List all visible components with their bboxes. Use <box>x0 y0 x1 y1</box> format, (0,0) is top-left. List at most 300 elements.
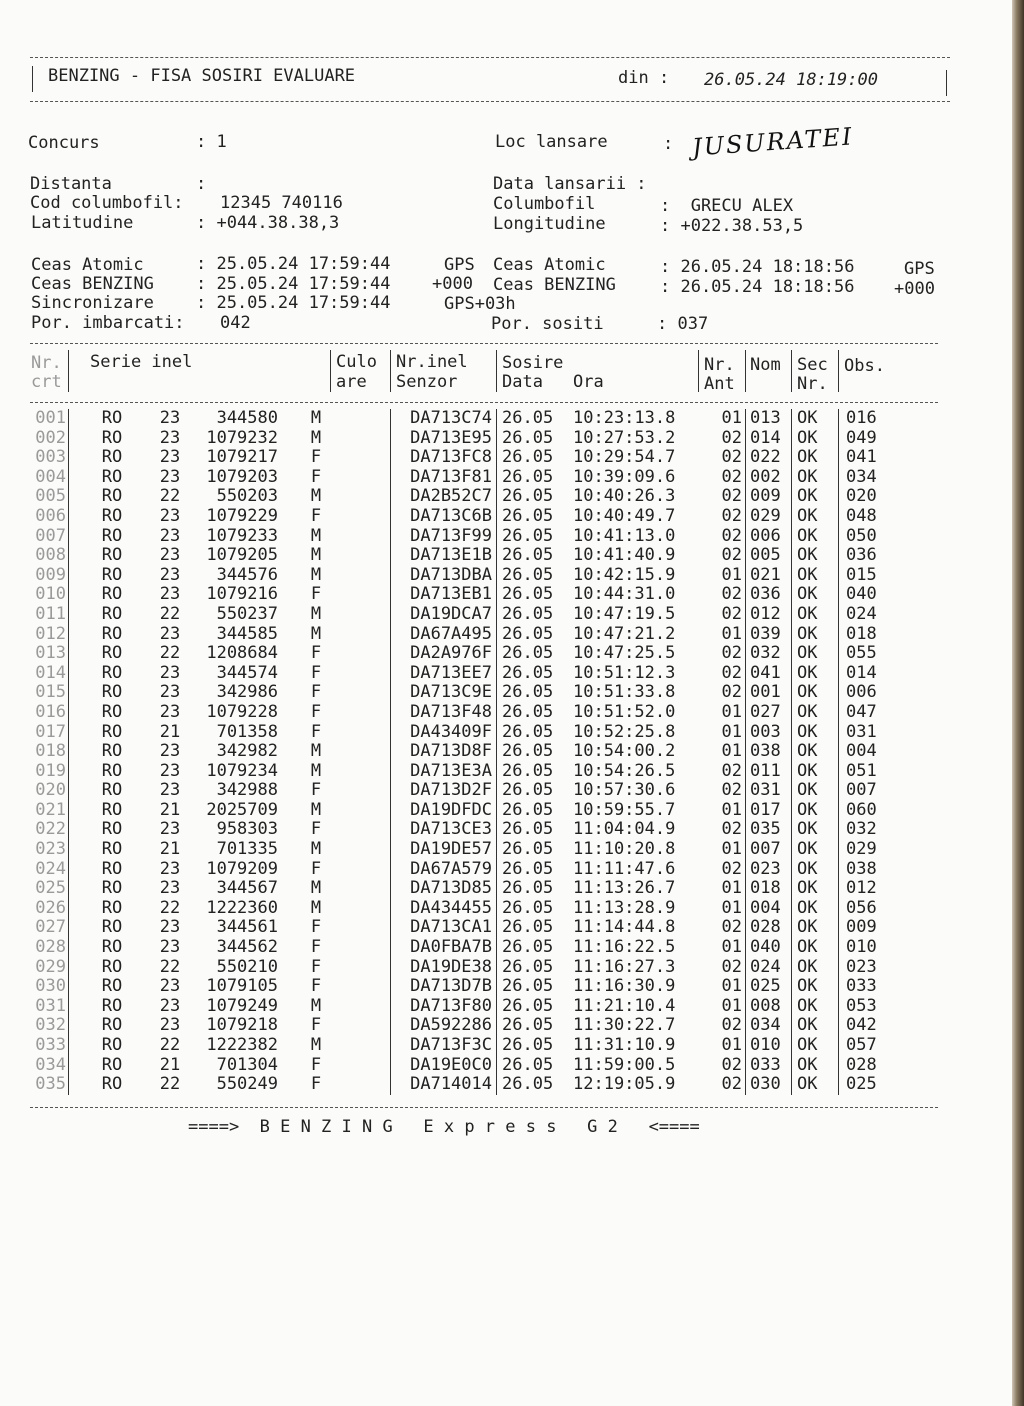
divider <box>838 429 839 449</box>
row-ant: 02 <box>721 584 742 605</box>
row-sec: OK <box>797 584 818 605</box>
row-time: 10:51:12.3 <box>573 662 676 683</box>
row-ring: 701335 <box>216 839 278 860</box>
row-nr: 005 <box>35 486 66 507</box>
row-date: 26.05 <box>502 584 554 605</box>
divider <box>791 644 792 664</box>
divider <box>68 742 69 762</box>
col-inel-header: Nr.inel <box>396 352 468 372</box>
row-time: 11:16:27.3 <box>573 956 676 977</box>
row-nr: 010 <box>35 584 66 605</box>
row-sex: F <box>310 1015 322 1036</box>
sincronizare-suffix: GPS+03h <box>444 294 516 314</box>
divider <box>791 1016 792 1036</box>
latitudine-label: Latitudine <box>31 213 134 233</box>
divider <box>791 977 792 997</box>
divider <box>390 997 391 1017</box>
divider <box>838 566 839 586</box>
col-culoare-header: Culo <box>336 352 377 372</box>
divider <box>745 997 746 1017</box>
divider <box>745 801 746 821</box>
divider <box>745 507 746 527</box>
row-country: RO <box>101 584 123 605</box>
row-nr: 015 <box>35 682 66 703</box>
row-nom: 005 <box>750 545 781 566</box>
divider <box>745 468 746 488</box>
divider <box>68 350 69 392</box>
divider <box>745 546 746 566</box>
row-sensor: DA592286 <box>410 1015 492 1036</box>
row-sex: F <box>310 662 322 683</box>
row-ring: 1079234 <box>206 760 278 781</box>
row-ant: 02 <box>721 858 742 879</box>
ceas-atomic-end-value: : 26.05.24 18:18:56 <box>660 257 855 277</box>
row-country: RO <box>101 839 123 860</box>
divider <box>390 781 391 801</box>
row-obs: 051 <box>846 760 877 781</box>
row-country: RO <box>101 1035 123 1055</box>
row-sensor: DA713D2F <box>410 780 492 801</box>
row-year: 23 <box>159 995 181 1016</box>
row-sex: M <box>310 741 322 762</box>
row-date: 26.05 <box>502 897 554 918</box>
row-sex: F <box>310 956 322 977</box>
divider <box>838 860 839 880</box>
divider <box>68 1075 69 1095</box>
row-ring: 550249 <box>216 1074 278 1095</box>
row-obs: 024 <box>846 603 877 624</box>
divider <box>745 820 746 840</box>
row-nr: 003 <box>35 447 66 468</box>
row-year: 22 <box>159 956 181 977</box>
row-country: RO <box>101 721 123 742</box>
divider <box>68 644 69 664</box>
row-ring: 1208684 <box>206 643 278 664</box>
row-sensor: DA2B52C7 <box>410 486 492 507</box>
divider <box>791 625 792 645</box>
row-obs: 036 <box>846 545 877 566</box>
row-year: 23 <box>159 545 181 566</box>
table-row <box>0 899 1012 919</box>
row-year: 21 <box>159 1054 181 1075</box>
row-country: RO <box>101 780 123 801</box>
row-sensor: DA713F99 <box>410 525 492 546</box>
row-obs: 038 <box>846 858 877 879</box>
table-row <box>0 429 1012 449</box>
divider <box>68 723 69 743</box>
row-nr: 030 <box>35 976 66 997</box>
table-row <box>0 938 1012 958</box>
row-sec: OK <box>797 799 818 820</box>
row-sensor: DA19DFDC <box>410 799 492 820</box>
divider <box>838 1036 839 1056</box>
divider <box>791 899 792 919</box>
row-sec: OK <box>797 1074 818 1095</box>
row-sensor: DA19E0C0 <box>410 1054 492 1075</box>
divider <box>496 429 497 449</box>
row-nom: 021 <box>750 564 781 585</box>
row-time: 10:41:40.9 <box>573 545 676 566</box>
row-time: 10:44:31.0 <box>573 584 676 605</box>
divider <box>496 507 497 527</box>
row-nr: 027 <box>35 917 66 938</box>
row-ring: 1079209 <box>206 858 278 879</box>
row-year: 22 <box>159 643 181 664</box>
report-title: BENZING - FISA SOSIRI EVALUARE <box>48 66 356 86</box>
row-sensor: DA19DE57 <box>410 839 492 860</box>
row-sex: F <box>310 976 322 997</box>
divider <box>838 605 839 625</box>
divider <box>838 997 839 1017</box>
divider <box>68 801 69 821</box>
divider <box>791 448 792 468</box>
row-sex: M <box>310 839 322 860</box>
row-time: 12:19:05.9 <box>573 1074 676 1095</box>
row-country: RO <box>101 878 123 899</box>
row-sec: OK <box>797 1035 818 1055</box>
divider <box>390 409 391 429</box>
row-obs: 042 <box>846 1015 877 1036</box>
divider <box>496 958 497 978</box>
row-sex: M <box>310 799 322 820</box>
row-date: 26.05 <box>502 701 554 722</box>
table-row <box>0 546 1012 566</box>
divider <box>496 585 497 605</box>
row-ant: 02 <box>721 760 742 781</box>
row-year: 22 <box>159 1035 181 1055</box>
row-ring: 1079105 <box>206 976 278 997</box>
row-sensor: DA713FC8 <box>410 447 492 468</box>
divider <box>68 664 69 684</box>
divider <box>745 977 746 997</box>
divider <box>390 820 391 840</box>
divider <box>791 918 792 938</box>
row-ring: 344574 <box>216 662 278 683</box>
col-ora-header: Ora <box>573 372 604 392</box>
row-sec: OK <box>797 682 818 703</box>
divider <box>791 683 792 703</box>
row-nr: 022 <box>35 819 66 840</box>
divider <box>838 350 839 392</box>
divider <box>745 742 746 762</box>
row-sex: F <box>310 466 322 487</box>
ceas-benzing-end-suffix: +000 <box>894 279 935 299</box>
divider <box>791 703 792 723</box>
row-country: RO <box>101 466 123 487</box>
row-year: 23 <box>159 662 181 683</box>
table-row <box>0 605 1012 625</box>
row-nom: 025 <box>750 976 781 997</box>
divider <box>838 801 839 821</box>
divider <box>496 664 497 684</box>
divider <box>838 958 839 978</box>
row-country: RO <box>101 995 123 1016</box>
ceas-benzing-end-value: : 26.05.24 18:18:56 <box>660 277 855 297</box>
table-row <box>0 997 1012 1017</box>
row-obs: 009 <box>846 917 877 938</box>
distanta-label: Distanta <box>30 174 112 194</box>
table-row <box>0 664 1012 684</box>
row-obs: 034 <box>846 466 877 487</box>
row-date: 26.05 <box>502 1054 554 1075</box>
row-sex: M <box>310 486 322 507</box>
row-sensor: DA713C74 <box>410 408 492 428</box>
row-nr: 031 <box>35 995 66 1016</box>
divider <box>496 625 497 645</box>
row-nom: 012 <box>750 603 781 624</box>
row-ant: 02 <box>721 819 742 840</box>
divider <box>745 1036 746 1056</box>
divider <box>30 101 950 102</box>
row-sex: M <box>310 564 322 585</box>
divider <box>68 840 69 860</box>
divider <box>496 899 497 919</box>
table-row <box>0 820 1012 840</box>
cod-columbofil-value: 12345 740116 <box>220 193 343 213</box>
divider <box>68 429 69 449</box>
row-nr: 004 <box>35 466 66 487</box>
table-surface-edge <box>1012 0 1024 1406</box>
row-year: 23 <box>159 858 181 879</box>
row-date: 26.05 <box>502 486 554 507</box>
row-ant: 01 <box>721 897 742 918</box>
divider <box>838 840 839 860</box>
divider <box>390 723 391 743</box>
row-nom: 038 <box>750 741 781 762</box>
divider <box>791 1056 792 1076</box>
table-row <box>0 1056 1012 1076</box>
longitudine-value: : +022.38.53,5 <box>660 216 804 236</box>
row-obs: 056 <box>846 897 877 918</box>
row-time: 11:21:10.4 <box>573 995 676 1016</box>
divider <box>496 840 497 860</box>
row-year: 23 <box>159 447 181 468</box>
row-year: 22 <box>159 486 181 507</box>
concurs-value: : 1 <box>196 132 227 152</box>
row-ant: 02 <box>721 525 742 546</box>
row-nom: 031 <box>750 780 781 801</box>
row-sex: M <box>310 545 322 566</box>
divider <box>838 781 839 801</box>
row-year: 21 <box>159 839 181 860</box>
row-obs: 023 <box>846 956 877 977</box>
row-ant: 01 <box>721 799 742 820</box>
divider <box>68 703 69 723</box>
divider <box>791 1036 792 1056</box>
row-sensor: DA713F81 <box>410 466 492 487</box>
row-date: 26.05 <box>502 839 554 860</box>
col-culoare-header-2: are <box>336 372 367 392</box>
row-date: 26.05 <box>502 682 554 703</box>
divider <box>698 350 699 392</box>
row-date: 26.05 <box>502 603 554 624</box>
row-ring: 1079205 <box>206 545 278 566</box>
row-nom: 029 <box>750 505 781 526</box>
row-country: RO <box>101 741 123 762</box>
row-time: 11:10:20.8 <box>573 839 676 860</box>
row-nr: 017 <box>35 721 66 742</box>
row-nr: 028 <box>35 937 66 958</box>
divider <box>745 938 746 958</box>
row-year: 22 <box>159 603 181 624</box>
row-ant: 01 <box>721 937 742 958</box>
row-nom: 007 <box>750 839 781 860</box>
row-year: 23 <box>159 584 181 605</box>
row-nr: 029 <box>35 956 66 977</box>
divider <box>68 625 69 645</box>
divider <box>68 448 69 468</box>
divider <box>838 762 839 782</box>
row-year: 23 <box>159 427 181 448</box>
row-sensor: DA2A976F <box>410 643 492 664</box>
divider <box>390 507 391 527</box>
row-nr: 035 <box>35 1074 66 1095</box>
row-sec: OK <box>797 897 818 918</box>
divider <box>390 1056 391 1076</box>
row-sensor: DA19DCA7 <box>410 603 492 624</box>
divider <box>496 762 497 782</box>
row-obs: 004 <box>846 741 877 762</box>
row-obs: 031 <box>846 721 877 742</box>
row-obs: 048 <box>846 505 877 526</box>
divider <box>68 683 69 703</box>
row-nr: 018 <box>35 741 66 762</box>
divider <box>791 585 792 605</box>
col-data-header: Data <box>502 372 543 392</box>
divider <box>745 899 746 919</box>
columbofil-value: : GRECU ALEX <box>660 196 794 216</box>
row-country: RO <box>101 760 123 781</box>
row-country: RO <box>101 976 123 997</box>
row-date: 26.05 <box>502 662 554 683</box>
divider <box>791 997 792 1017</box>
row-nom: 003 <box>750 721 781 742</box>
arrivals-table <box>0 409 1012 1095</box>
divider <box>68 938 69 958</box>
divider <box>838 703 839 723</box>
row-nom: 014 <box>750 427 781 448</box>
row-sensor: DA713CE3 <box>410 819 492 840</box>
divider <box>390 918 391 938</box>
row-ring: 958303 <box>216 819 278 840</box>
divider <box>330 350 331 392</box>
divider <box>838 487 839 507</box>
divider <box>68 507 69 527</box>
sincronizare-label: Sincronizare <box>31 293 154 313</box>
row-country: RO <box>101 447 123 468</box>
row-ring: 701358 <box>216 721 278 742</box>
row-obs: 050 <box>846 525 877 546</box>
col-nr-ant-header: Nr. <box>704 355 735 375</box>
row-obs: 055 <box>846 643 877 664</box>
concurs-label: Concurs <box>28 133 100 153</box>
row-obs: 053 <box>846 995 877 1016</box>
row-nr: 014 <box>35 662 66 683</box>
row-year: 21 <box>159 799 181 820</box>
divider <box>68 918 69 938</box>
row-ant: 01 <box>721 623 742 644</box>
row-sensor: DA67A495 <box>410 623 492 644</box>
row-sec: OK <box>797 917 818 938</box>
row-country: RO <box>101 701 123 722</box>
table-row <box>0 507 1012 527</box>
row-time: 10:40:26.3 <box>573 486 676 507</box>
row-ant: 01 <box>721 1035 742 1055</box>
col-serie-header: Serie inel <box>90 352 193 372</box>
row-sensor: DA713C9E <box>410 682 492 703</box>
row-country: RO <box>101 525 123 546</box>
divider <box>838 899 839 919</box>
table-row <box>0 468 1012 488</box>
divider <box>745 781 746 801</box>
row-nom: 010 <box>750 1035 781 1055</box>
table-row <box>0 840 1012 860</box>
divider <box>390 527 391 547</box>
row-obs: 033 <box>846 976 877 997</box>
row-time: 11:13:28.9 <box>573 897 676 918</box>
row-sensor: DA19DE38 <box>410 956 492 977</box>
row-sex: F <box>310 721 322 742</box>
row-ring: 342982 <box>216 741 278 762</box>
row-nr: 011 <box>35 603 66 624</box>
row-ant: 02 <box>721 662 742 683</box>
row-country: RO <box>101 917 123 938</box>
distanta-value: : <box>196 174 207 194</box>
divider <box>68 958 69 978</box>
row-obs: 049 <box>846 427 877 448</box>
divider <box>791 664 792 684</box>
row-sensor: DA713E3A <box>410 760 492 781</box>
row-date: 26.05 <box>502 721 554 742</box>
row-nom: 041 <box>750 662 781 683</box>
row-date: 26.05 <box>502 466 554 487</box>
row-obs: 014 <box>846 662 877 683</box>
divider <box>68 1036 69 1056</box>
row-nr: 001 <box>35 408 66 428</box>
row-sensor: DA713D85 <box>410 878 492 899</box>
divider <box>390 938 391 958</box>
row-nr: 007 <box>35 525 66 546</box>
divider <box>496 409 497 429</box>
divider <box>838 546 839 566</box>
row-nr: 023 <box>35 839 66 860</box>
row-nr: 025 <box>35 878 66 899</box>
row-time: 11:16:30.9 <box>573 976 676 997</box>
divider <box>946 70 947 96</box>
divider <box>745 448 746 468</box>
row-time: 10:41:13.0 <box>573 525 676 546</box>
divider <box>791 723 792 743</box>
row-obs: 047 <box>846 701 877 722</box>
row-date: 26.05 <box>502 937 554 958</box>
divider <box>496 860 497 880</box>
row-country: RO <box>101 1054 123 1075</box>
row-ring: 1079229 <box>206 505 278 526</box>
row-sex: F <box>310 701 322 722</box>
ceas-benzing-start-label: Ceas BENZING <box>31 274 154 294</box>
row-sec: OK <box>797 505 818 526</box>
row-ring: 342986 <box>216 682 278 703</box>
row-date: 26.05 <box>502 858 554 879</box>
divider <box>68 468 69 488</box>
divider <box>745 1016 746 1036</box>
divider <box>390 664 391 684</box>
row-sex: M <box>310 995 322 1016</box>
divider <box>838 938 839 958</box>
latitudine-value: : +044.38.38,3 <box>196 213 340 233</box>
divider <box>791 938 792 958</box>
divider <box>745 703 746 723</box>
